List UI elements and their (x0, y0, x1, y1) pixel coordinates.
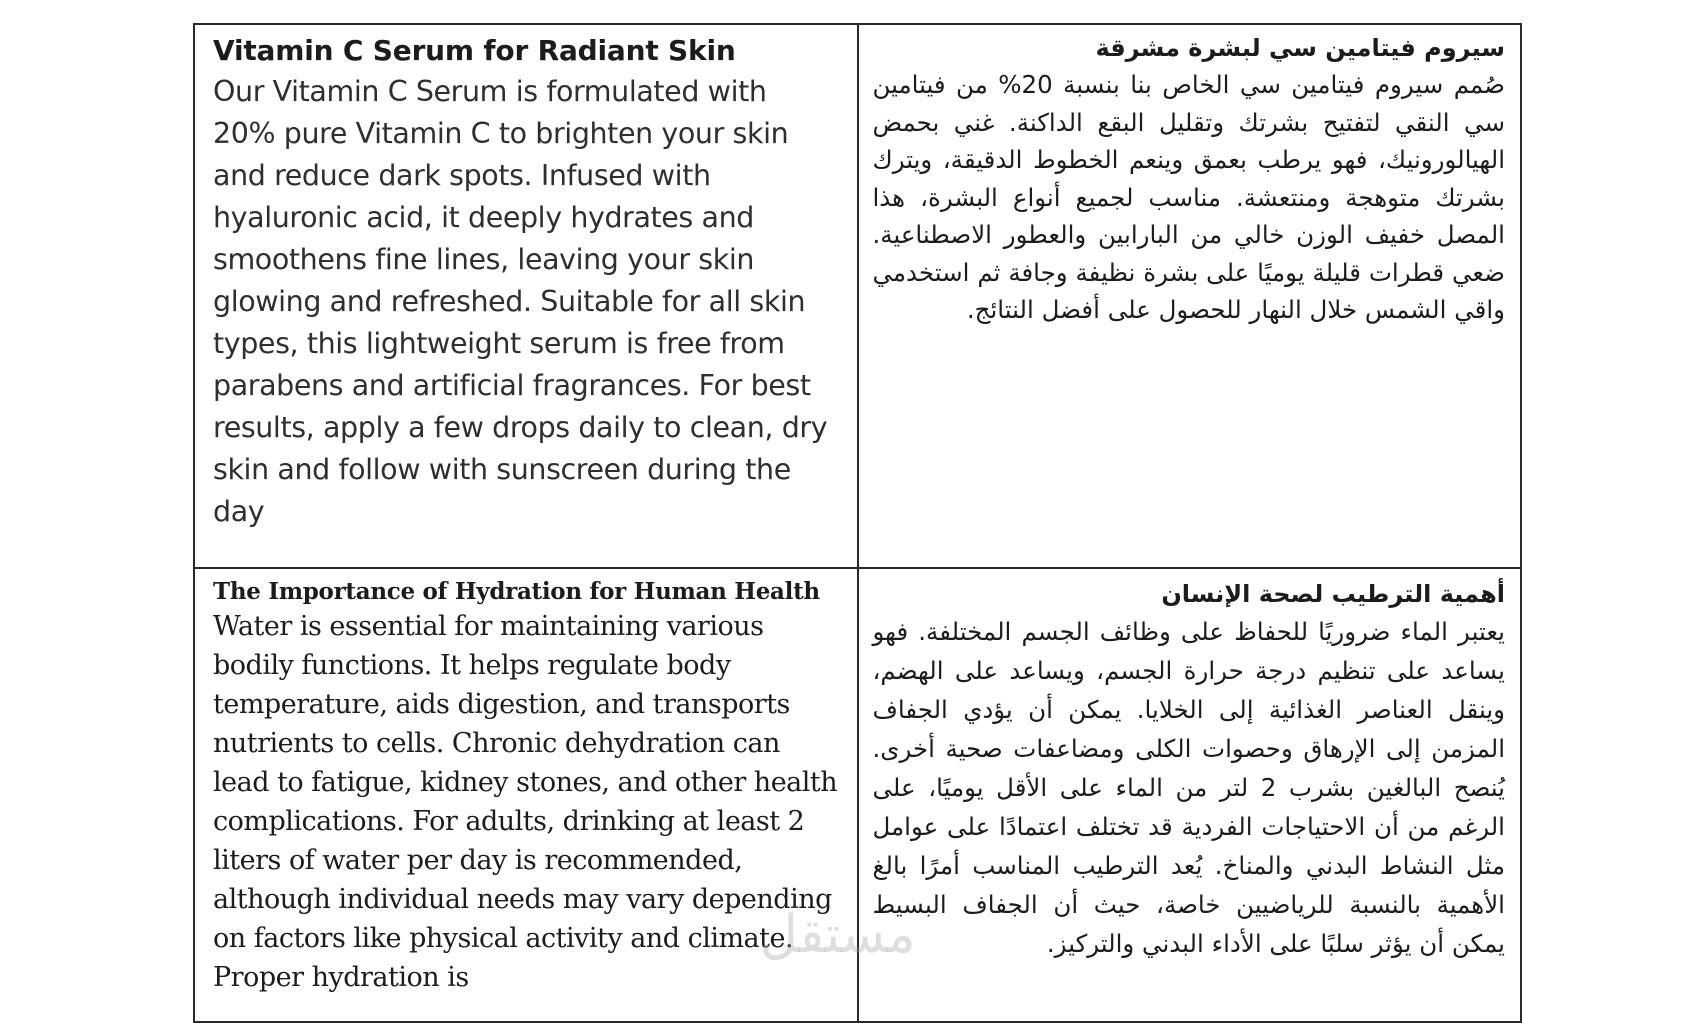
arabic-serum-body: صُمم سيروم فيتامين سي الخاص بنا بنسبة 20% من فيتامين سي النقي لتفتيح بشرتك وتقليل البقع الداكنة. غني بحمض الهيالورونيك، فهو يرطب بعمق وينعم الخطوط الدقيقة، ويترك بشرتك متوهجة ومنتعشة. مناسب لجميع أنواع البشرة، هذا المصل خفيف الوزن خالي من البارابين والعطور الاصطناعية. ضعي قطرات قليلة يوميًا على بشرة نظيفة وجافة ثم استخدمي واقي الشمس خلال النهار للحصول على أفضل النتائج. (872, 70, 1505, 324)
arabic-cell-serum (858, 24, 1522, 568)
translation-table (193, 23, 1522, 1023)
english-hydration-title: The Importance of Hydration for Human Health (213, 578, 820, 605)
english-cell-hydration (194, 568, 858, 1022)
arabic-hydration-title: أهمية الترطيب لصحة الإنسان (1161, 580, 1505, 608)
english-serum-title: Vitamin C Serum for Radiant Skin (213, 34, 736, 67)
watermark-logo: مستقل (760, 905, 916, 965)
table-row (194, 24, 1521, 568)
english-cell-serum (194, 24, 858, 568)
arabic-hydration-body: يعتبر الماء ضروريًا للحفاظ على وظائف الجسم المختلفة. فهو يساعد على تنظيم درجة حرارة الجسم، ويساعد على الهضم، وينقل العناصر الغذائية إلى الخلايا. يمكن أن يؤدي الجفاف المزمن إلى الإرهاق وحصوات الكلى ومضاعفات صحية أخرى. يُنصح البالغين بشرب 2 لتر من الماء على الأقل يوميًا، على الرغم من أن الاحتياجات الفردية قد تختلف اعتمادًا على عوامل مثل النشاط البدني والمناخ. يُعد الترطيب المناسب أمرًا بالغ الأهمية بالنسبة للرياضيين خاصة، حيث أن الجفاف البسيط يمكن أن يؤثر سلبًا على الأداء البدني والتركيز. (872, 617, 1506, 958)
arabic-cell-hydration (858, 568, 1522, 1022)
english-hydration-body: Water is essential for maintaining various bodily functions. It helps regulate body temperature, aids digestion, and transports nutrients to cells. Chronic dehydration can lead to fatigue, kidney stones, and other health complications. For adults, drinking at least 2 liters of water per day is recommended, although individual needs may vary depending on factors like physical activity and climate. Proper hydration is (213, 611, 838, 993)
arabic-serum-title: سيروم فيتامين سي لبشرة مشرقة (1095, 34, 1505, 62)
english-serum-body: Our Vitamin C Serum is formulated with 20% pure Vitamin C to brighten your skin and reduce dark spots. Infused with hyaluronic acid, it deeply hydrates and smoothens fine lines, leaving your skin glowing and refreshed. Suitable for all skin types, this lightweight serum is free from parabens and artificial fragrances. For best results, apply a few drops daily to clean, dry skin and follow with sunscreen during the day (213, 75, 828, 528)
table-row (194, 568, 1521, 1022)
